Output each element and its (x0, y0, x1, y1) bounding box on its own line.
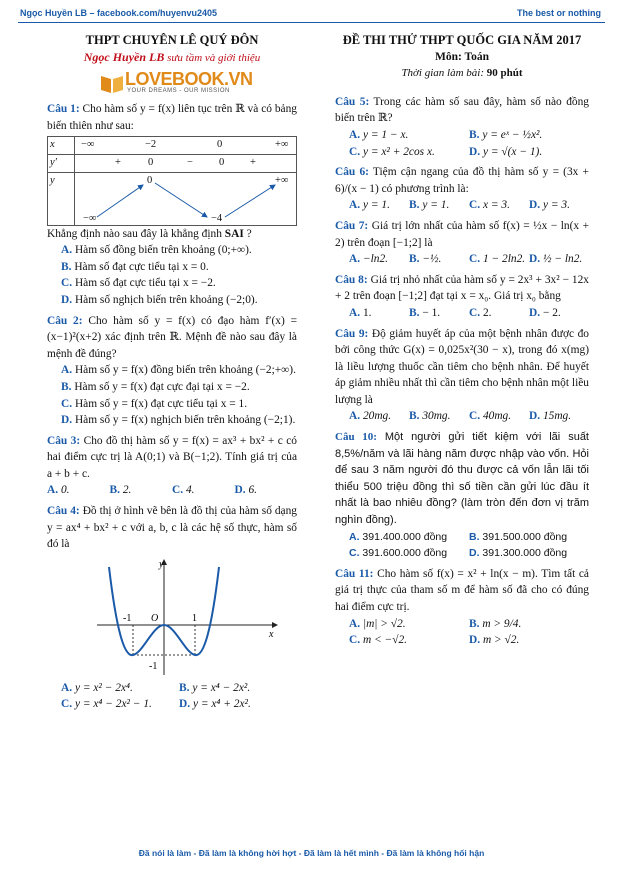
q3-option-a[interactable]: A. 0. (47, 484, 70, 497)
q6-option-d[interactable]: D. y = 3. (529, 199, 570, 212)
q2-option-b[interactable]: B. Hàm số y = f(x) đạt cực đại tại x = −2. (61, 380, 250, 393)
q7-option-a[interactable]: A. −ln2. (349, 253, 389, 266)
q10-option-b[interactable]: B. 391.500.000 đồng (469, 530, 568, 543)
graph-y-label: y (159, 558, 164, 570)
q1-option-c[interactable]: C. Hàm số đạt cực tiểu tại x = −2. (61, 277, 216, 290)
q7-option-d[interactable]: D. ½ − ln2. (529, 253, 583, 266)
variation-arrows (75, 173, 301, 227)
q11-option-b[interactable]: B. m > 9/4. (469, 617, 522, 630)
q3-option-d[interactable]: D. 6. (234, 484, 257, 497)
author-line: Ngọc Huyền LB sưu tầm và giới thiệu (83, 49, 261, 64)
question-10: Câu 10: Một người gửi tiết kiệm với lãi suất 8,5%/năm và lãi hàng năm được nhập vào vốn. Hỏi để sau 3 năm người đó thu được cả vốn lẫn lãi tối thiểu 500 triệu đồng thì số tiền cần gửi lúc đầu ít nhất là bao nhiêu đồng? (làm tròn đến đơn vị trăm nghìn đồng). (335, 431, 589, 527)
footer-motto: Đã nói là làm - Đã làm là không hời hợt - Đã làm là hết mình - Đã làm là không hối hận (138, 848, 485, 858)
q9-option-c[interactable]: C. 40mg. (469, 410, 512, 423)
lovebook-logo: LOVEBOOK.VN YOUR DREAMS - OUR MISSION (97, 69, 247, 97)
school-name: THPT CHUYÊN LÊ QUÝ ĐÔN (85, 33, 259, 47)
q1-option-a[interactable]: A. Hàm số đồng biến trên khoảng (0;+∞). (61, 244, 252, 257)
q8-option-c[interactable]: C. 2. (469, 306, 492, 319)
question-1: Câu 1: Cho hàm số y = f(x) liên tục trên ℝ và có bảng biến thiên như sau: (47, 103, 297, 132)
q10-option-d[interactable]: D. 391.300.000 đồng (469, 547, 568, 560)
header-left: Ngọc Huyền LB – facebook.com/huyenvu2405 (20, 8, 218, 18)
graph-tick-pos: 1 (192, 612, 197, 624)
q3-option-b[interactable]: B. 2. (109, 484, 132, 497)
graph-min-label: -1 (149, 660, 158, 672)
q2-option-a[interactable]: A. Hàm số y = f(x) đồng biến trên khoảng (−2;+∞). (61, 364, 296, 377)
graph-plot (87, 555, 287, 680)
q9-option-d[interactable]: D. 15mg. (529, 410, 572, 423)
right-column (335, 30, 589, 649)
question-3: Câu 3: Cho đồ thị hàm số y = f(x) = ax³ + bx² + c có hai điểm cực trị là A(0;1) và B(−1;2). Tính giá trị của a + b + c. (47, 434, 297, 480)
q9-option-b[interactable]: B. 30mg. (409, 410, 451, 423)
q10-option-a[interactable]: A. 391.400.000 đồng (349, 530, 448, 543)
q11-option-d[interactable]: D. m > √2. (469, 634, 520, 647)
q8-option-b[interactable]: B. − 1. (409, 306, 441, 319)
q11-option-c[interactable]: C. m < −√2. (349, 634, 408, 647)
q4-option-b[interactable]: B. y = x⁴ − 2x². (179, 681, 251, 694)
graph-tick-neg: -1 (123, 612, 132, 624)
question-5: Câu 5: Trong các hàm số sau đây, hàm số nào đồng biến trên ℝ? (335, 95, 589, 125)
q6-option-c[interactable]: C. x = 3. (469, 199, 510, 212)
question-1-prompt: Khẳng định nào sau đây là khẳng định SAI ? (47, 227, 252, 240)
q5-option-c[interactable]: C. y = x² + 2cos x. (349, 145, 435, 158)
q5-option-a[interactable]: A. y = 1 − x. (349, 128, 409, 141)
q6-option-a[interactable]: A. y = 1. (349, 199, 390, 212)
question-2: Câu 2: Cho hàm số y = f(x) có đạo hàm f′(x) = (x−1)²(x+2) xác định trên ℝ. Mệnh đề nào sau đây là mệnh đề đúng? (47, 314, 297, 360)
q10-option-c[interactable]: C. 391.600.000 đồng (349, 547, 448, 560)
quartic-graph (47, 555, 297, 680)
left-column (47, 30, 297, 713)
q8-option-a[interactable]: A. 1. (349, 306, 372, 319)
q1-option-b[interactable]: B. Hàm số đạt cực tiểu tại x = 0. (61, 260, 209, 273)
q8-option-d[interactable]: D. − 2. (529, 306, 561, 319)
q5-option-b[interactable]: B. y = eˣ − ½x². (469, 128, 543, 141)
exam-time: Thời gian làm bài: 90 phút (401, 67, 523, 80)
book-logo-icon (99, 71, 125, 95)
q9-option-a[interactable]: A. 20mg. (349, 410, 392, 423)
question-7: Câu 7: Giá trị lớn nhất của hàm số f(x) = ½x − ln(x + 2) trên đoạn [−1;2] là (335, 219, 590, 249)
q1-option-d[interactable]: D. Hàm số nghịch biến trên khoảng (−2;0). (61, 293, 258, 306)
q3-option-c[interactable]: C. 4. (172, 484, 195, 497)
q5-option-d[interactable]: D. y = √(x − 1). (469, 145, 543, 158)
q4-option-c[interactable]: C. y = x⁴ − 2x² − 1. (61, 698, 152, 711)
question-8: Câu 8: Giá trị nhỏ nhất của hàm số y = 2x³ + 3x² − 12x + 2 trên đoạn [−1;2] đạt tại x = x₀. Giá trị x₀ bằng (335, 273, 589, 303)
question-11: Câu 11: Cho hàm số f(x) = x² + ln(x − m). Tìm tất cả giá trị thực của tham số m để hàm số đã cho có đúng hai điểm cực trị. (335, 567, 589, 613)
graph-origin-label: O (151, 612, 159, 624)
q4-option-d[interactable]: D. y = x⁴ + 2x². (179, 698, 251, 711)
q2-option-c[interactable]: C. Hàm số y = f(x) đạt cực tiểu tại x = 1. (61, 397, 248, 410)
q7-option-c[interactable]: C. 1 − 2ln2. (469, 253, 526, 266)
header-rule (18, 22, 605, 23)
question-9: Câu 9: Độ giảm huyết áp của một bệnh nhân được đo bởi công thức G(x) = 0,025x²(30 − x), trong đó x(mg) là liều lượng thuốc cần tiêm cho bệnh nhân. Để huyết áp giảm nhiều nhất thì cần tiêm cho bệnh nhân một liều lượng là (335, 327, 589, 406)
exam-title: ĐỀ THI THỬ THPT QUỐC GIA NĂM 2017 (342, 33, 582, 47)
q2-option-d[interactable]: D. Hàm số y = f(x) nghịch biến trên khoảng (−2;1). (61, 414, 296, 427)
q4-option-a[interactable]: A. y = x² − 2x⁴. (61, 681, 133, 694)
q7-option-b[interactable]: B. −½. (409, 253, 442, 266)
variation-table: x −∞ −2 0 +∞ y′ + 0 − 0 + y 0 +∞ −∞ −4 (47, 136, 297, 225)
exam-subject: Môn: Toán (434, 50, 489, 63)
q6-option-b[interactable]: B. y = 1. (409, 199, 450, 212)
graph-x-label: x (269, 628, 274, 640)
header-right: The best or nothing (517, 8, 601, 18)
q11-option-a[interactable]: A. |m| > √2. (349, 617, 406, 630)
question-4: Câu 4: Đồ thị ở hình vẽ bên là đồ thị của hàm số dạng y = ax⁴ + bx² + c với a, b, c là các hệ số thực, hàm số đó là (47, 505, 297, 551)
question-6: Câu 6: Tiệm cận ngang của đồ thị hàm số y = (3x + 6)/(x − 1) có phương trình là: (335, 166, 589, 195)
